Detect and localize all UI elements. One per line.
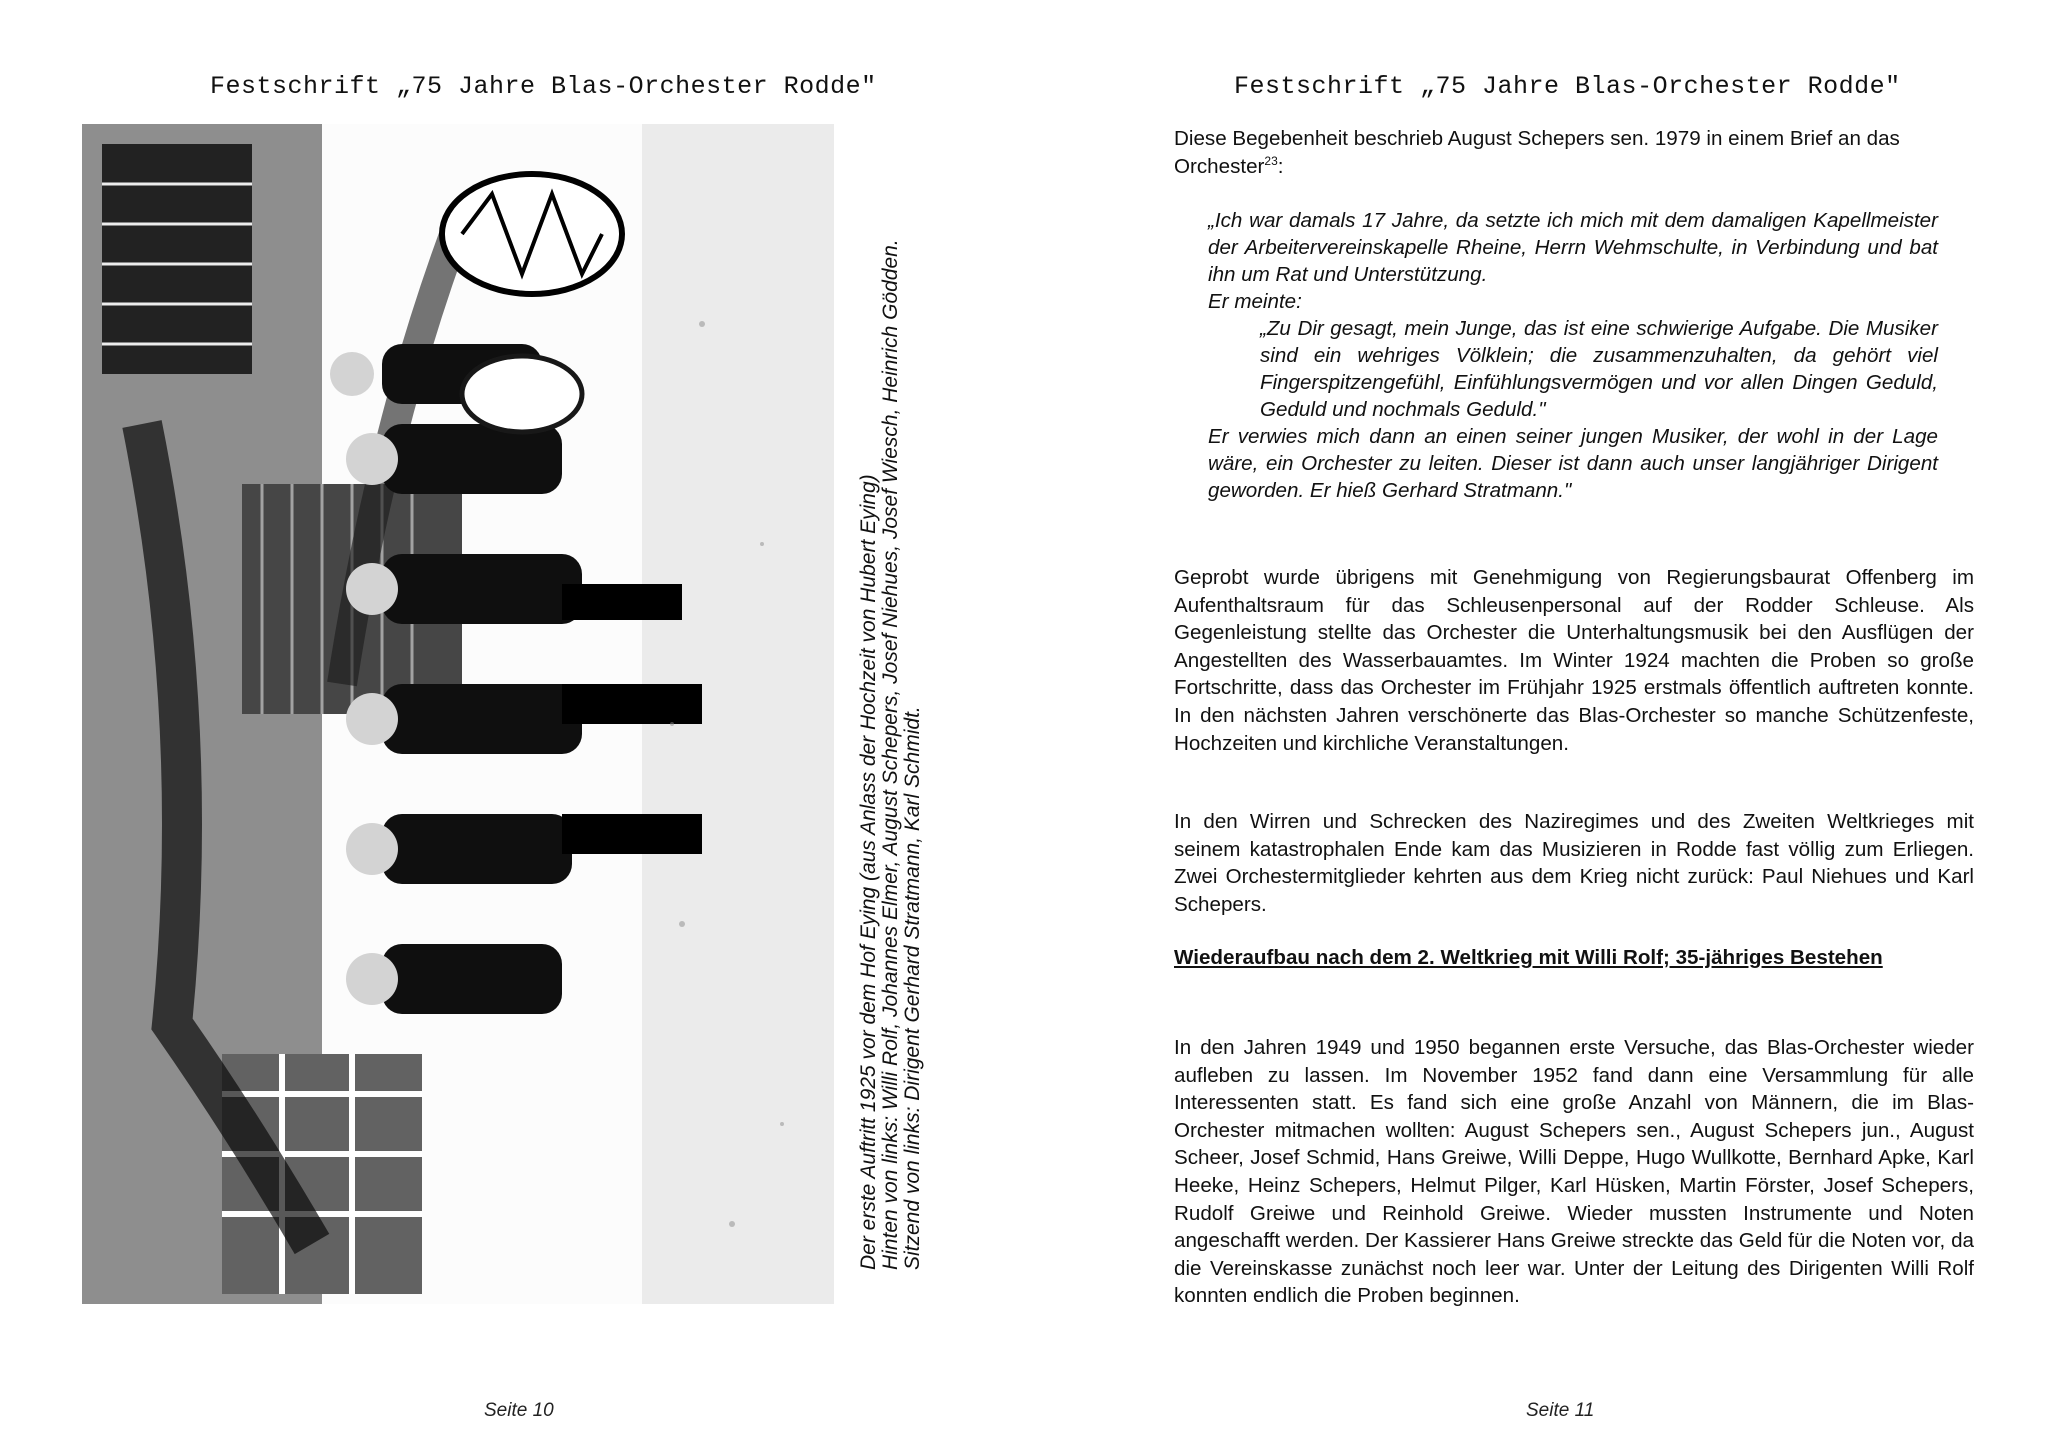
page-number-left: Seite 10: [484, 1400, 554, 1421]
intro-paragraph: [1174, 125, 1974, 180]
intro-text: Diese Begebenheit beschrieb August Schepers sen. 1979 in einem Brief an das Orchester: [1174, 127, 1900, 178]
running-head-left: Festschrift „75 Jahre Blas-Orchester Rodde": [210, 72, 877, 101]
running-head-right: Festschrift „75 Jahre Blas-Orchester Rodde": [1234, 72, 1901, 101]
caption-line-1: Der erste Auftritt 1925 vor dem Hof Eying (aus Anlass der Hochzeit von Hubert Eying): [857, 474, 880, 1270]
quote-nested: „Zu Dir gesagt, mein Junge, das ist eine schwierige Aufgabe. Die Musiker sind ein wehriges Völklein; die zusammenzuhalten, da gehört viel Fingerspitzengefühl, Einfühlungsvermögen und vor allen Dingen Geduld, Geduld und nochmals Geduld.": [1260, 317, 1938, 421]
section-heading: Wiederaufbau nach dem 2. Weltkrieg mit Willi Rolf; 35-jähriges Bestehen: [1174, 946, 1883, 969]
footnote-ref: 23: [1264, 153, 1278, 168]
caption-line-3: Sitzend von links: Dirigent Gerhard Stratmann, Karl Schmidt.: [901, 706, 924, 1270]
quote-er-meinte: Er meinte:: [1208, 290, 1302, 313]
quote-part-2: Er verwies mich dann an einen seiner jungen Musiker, der wohl in der Lage wäre, ein Orchester zu leiten. Dieser ist dann auch unser langjähriger Dirigent geworden. Er hieß Gerhard Stratmann.": [1208, 425, 1938, 502]
paragraph-war: In den Wirren und Schrecken des Naziregimes und des Zweiten Weltkrieges mit seinem katastrophalen Ende kam das Musizieren in Rodde fast völlig zum Erliegen. Zwei Orchestermitglieder kehrten aus dem Krieg nicht zurück: Paul Niehues und Karl Schepers.: [1174, 810, 1974, 916]
band-photo: [82, 124, 834, 1304]
right-page: [1024, 0, 2048, 1454]
quote-part-1: „Ich war damals 17 Jahre, da setzte ich mich mit dem damaligen Kapellmeister der Arbeitervereinskapelle Rheine, Herrn Wehmschulte, in Verbindung und bat ihn um Rat und Unterstützung.: [1208, 209, 1938, 286]
caption-line-2: Hinten von links: Willi Rolf, Johannes Elmer, August Schepers, Josef Niehues, Josef Wiesch, Heinrich Gödden.: [879, 239, 902, 1270]
letter-quote: [1208, 207, 1938, 504]
band-photo-image: [82, 124, 834, 1304]
paragraph-rebuild: In den Jahren 1949 und 1950 begannen erste Versuche, das Blas-Orchester wieder aufleben zu lassen. Im November 1952 fand dann eine Versammlung für alle Interessenten statt. Es fand sich eine große Anzahl von Männern, die im Blas-Orchester mitmachen wollten: August Schepers sen., August Schepers jun., August Scheer, Josef Schmid, Hans Greiwe, Willi Deppe, Hugo Wullkotte, Bernhard Apke, Karl Heeke, Heinz Schepers, Helmut Pilger, Karl Hüsken, Martin Förster, Josef Schepers, Rudolf Greiwe und Reinhold Greiwe. Wieder mussten Instrumente und Noten angeschafft werden. Der Kassierer Hans Greiwe streckte das Geld für die Noten vor, da die Vereinskasse zunächst noch leer war. Unter der Leitung des Dirigenten Willi Rolf konnten endlich die Proben beginnen.: [1174, 1036, 1974, 1308]
photo-caption: [858, 150, 968, 1270]
paragraph-rehearsals: Geprobt wurde übrigens mit Genehmigung von Regierungsbaurat Offenberg im Aufenthaltsraum für das Schleusenpersonal auf der Rodder Schleuse. Als Gegenleistung stellte das Orchester die Unterhaltungsmusik bei den Ausflügen der Angestellten des Wasserbauamtes. Im Winter 1924 machten die Proben so große Fortschritte, dass das Orchester im Frühjahr 1925 erstmals öffentlich auftreten konnte. In den nächsten Jahren verschönerte das Blas-Orchester so manche Schützenfeste, Hochzeiten und kirchliche Veranstaltungen.: [1174, 566, 1974, 755]
intro-end: :: [1277, 154, 1284, 178]
page-number-right: Seite 11: [1526, 1400, 1595, 1421]
